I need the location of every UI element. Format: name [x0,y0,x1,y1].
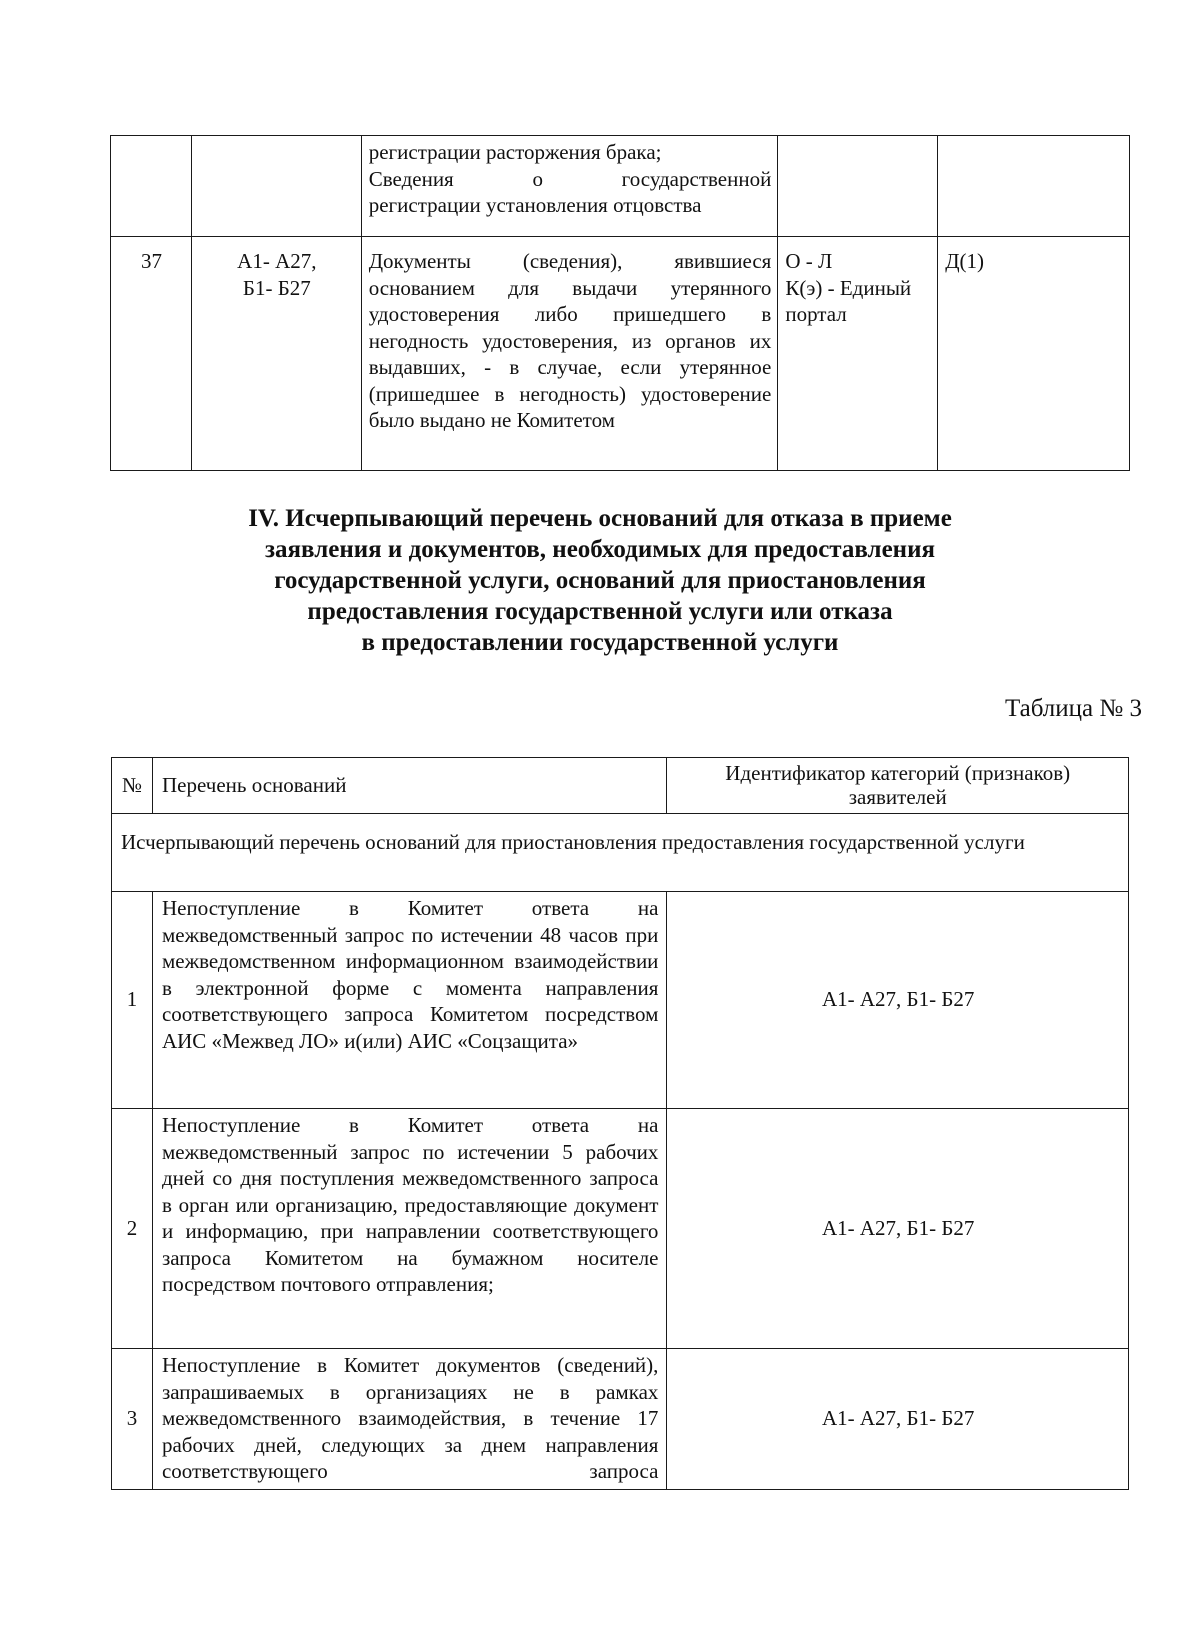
applicants-line: А1- А27, [237,249,317,273]
group-title-row [112,814,1129,892]
grounds-table [111,757,1129,1490]
row-number-cell: 2 [112,1109,153,1349]
method-cell [778,136,938,237]
applicants-cell: А1- А27, Б1- Б27 [667,1109,1129,1349]
table-row [111,237,1130,471]
method-line: портал [785,302,847,326]
table-number-label: Таблица № 3 [1004,695,1142,722]
heading-line: предоставления государственной услуги или отказа [307,598,893,625]
grounds-cell: Непоступление в Комитет документов (сведений), запрашиваемых в организациях не в рамках межведомственного взаимодействия, в течение 17 рабочих дней, следующих за днем направления соответствующего запроса [152,1349,666,1490]
applicants-line: Б1- Б27 [242,275,311,300]
heading-line: государственной услуги, оснований для приостановления [274,567,926,594]
row-number-cell [111,136,192,237]
header-number: № [112,758,153,814]
applicants-cell: А1- А27, Б1- Б27 [667,892,1129,1109]
grounds-cell: Непоступление в Комитет ответа на межведомственный запрос по истечении 5 рабочих дней со дня поступления межведомственного запроса в орган или организацию, предоставляющие документ и информацию, при направлении соответствующего запроса Комитетом на бумажном носителе посредством почтового отправления; [152,1109,666,1349]
row-number-cell: 1 [112,892,153,1109]
heading-line: заявления и документов, необходимых для предоставления [264,536,936,563]
document-cell: Документы (сведения), явившиеся основанием для выдачи утерянного удостоверения либо пришедшего в негодность удостоверения, из органов их выдавших, - в случае, если утерянное (пришедшее в негодность) удостоверение было выдано не Комитетом [361,237,778,471]
term-cell [938,136,1130,237]
applicants-cell [191,136,361,237]
table-row [111,136,1130,237]
table-header-row [112,758,1129,814]
term-cell: Д(1) [938,237,1130,471]
table-row [112,892,1129,1109]
applicants-cell: А1- А27, Б1- Б27 [667,1349,1129,1490]
document-line: регистрации установления отцовства [368,193,702,217]
method-cell [778,237,938,471]
applicants-cell [191,237,361,471]
table-row [112,1349,1129,1490]
group-title: Исчерпывающий перечень оснований для приостановления предоставления государственной услуги [112,814,1129,892]
grounds-cell: Непоступление в Комитет ответа на межведомственный запрос по истечении 48 часов при межведомственном информационном взаимодействии в электронной форме с момента направления соответствующего запроса Комитетом посредством АИС «Межвед ЛО» и(или) АИС «Соцзащита» [152,892,666,1109]
method-line: К(э) - Единый [785,275,912,300]
document-line: регистрации расторжения брака; [368,140,662,164]
table-row [112,1109,1129,1349]
header-grounds: Перечень оснований [152,758,666,814]
row-number-cell: 3 [112,1349,153,1490]
method-line: О - Л [785,249,833,273]
document-line: Сведения о государственной [368,166,772,191]
documents-table-continuation [110,135,1130,471]
header-identifier: Идентификатор категорий (признаков) заявителей [667,758,1129,814]
row-number-cell: 37 [111,237,192,471]
heading-line: IV. Исчерпывающий перечень оснований для отказа в приеме [248,505,952,532]
section-heading [150,503,1050,658]
document-cell [361,136,778,237]
heading-line: в предоставлении государственной услуги [361,629,839,656]
